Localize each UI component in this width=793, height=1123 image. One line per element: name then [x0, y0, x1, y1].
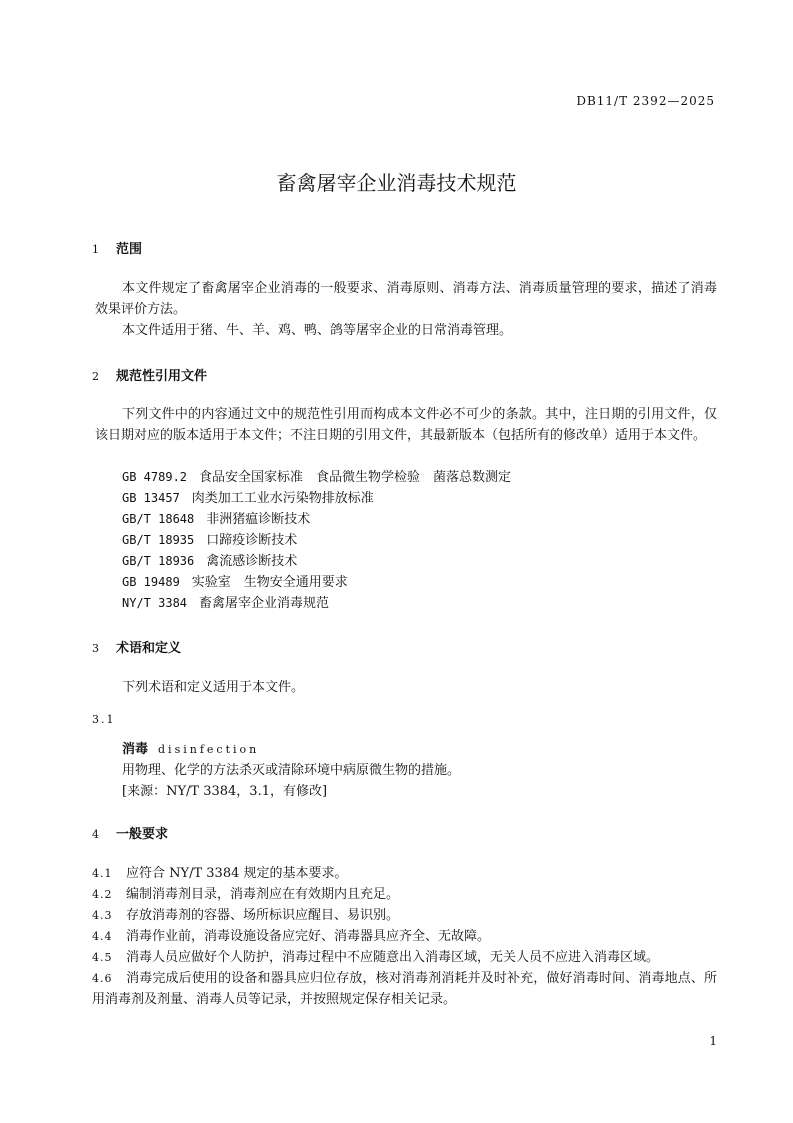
requirement-item: [92, 926, 490, 947]
section-title: 规范性引用文件: [116, 369, 208, 384]
reference-item: [122, 467, 511, 488]
requirement-item: [92, 968, 717, 1010]
section-title: 术语和定义: [116, 641, 182, 656]
standard-code: DB11/T 2392—2025: [576, 94, 715, 108]
scope-paragraph-2: 本文件适用于猪、牛、羊、鸡、鸭、鸽等屠宰企业的日常消毒管理。: [122, 323, 513, 338]
reference-code: GB/T 18935: [122, 533, 195, 547]
term-entry: [122, 739, 259, 760]
section-number: 1: [92, 243, 99, 256]
reference-code: GB 19489: [122, 575, 180, 589]
reference-code: NY/T 3384: [122, 596, 188, 610]
section-title: 范围: [116, 242, 143, 257]
reference-name: 禽流感诊断技术: [206, 554, 298, 569]
reference-item: [122, 551, 297, 572]
requirement-item: [92, 863, 348, 884]
section-number: 4: [92, 828, 99, 841]
reference-item: [122, 488, 374, 509]
requirement-text: 消毒作业前，消毒设施设备应完好、消毒器具应齐全、无故障。: [126, 929, 491, 944]
requirement-number: 4.5: [92, 951, 113, 964]
page-number: 1: [709, 1034, 717, 1048]
section-number: 2: [92, 370, 99, 383]
reference-name: 畜禽屠宰企业消毒规范: [199, 596, 330, 611]
reference-name: 食品安全国家标准 食品微生物学检验 菌落总数测定: [199, 470, 512, 485]
requirement-text: 消毒完成后使用的设备和器具应归位存放，核对消毒剂消耗并及时补充，做好消毒时间、消毒地点、所用消毒剂及剂量、消毒人员等记录，并按照规定保存相关记录。: [92, 971, 717, 1007]
terms-intro: 下列术语和定义适用于本文件。: [122, 680, 305, 695]
scope-paragraph-1: 本文件规定了畜禽屠宰企业消毒的一般要求、消毒原则、消毒方法、消毒质量管理的要求，描述了消毒效果评价方法。: [95, 281, 717, 317]
reference-item: [122, 530, 297, 551]
reference-name: 实验室 生物安全通用要求: [191, 575, 348, 590]
reference-code: GB 13457: [122, 491, 180, 505]
reference-item: [122, 572, 348, 593]
requirement-text: 编制消毒剂目录，消毒剂应在有效期内且充足。: [126, 887, 400, 902]
requirement-number: 4.4: [92, 930, 113, 943]
requirement-item: [92, 905, 399, 926]
reference-item: [122, 593, 329, 614]
section-title: 一般要求: [116, 827, 169, 842]
requirement-text: 消毒人员应做好个人防护，消毒过程中不应随意出入消毒区域，无关人员不应进入消毒区域。: [126, 950, 660, 965]
references-intro: 下列文件中的内容通过文中的规范性引用而构成本文件必不可少的条款。其中，注日期的引用文件，仅该日期对应的版本适用于本文件；不注日期的引用文件，其最新版本（包括所有的修改单）适用于本文件。: [95, 407, 717, 443]
section-heading-general-requirements: [92, 823, 168, 842]
term-chinese: 消毒: [122, 742, 149, 757]
reference-code: GB 4789.2: [122, 470, 188, 484]
section-number: 3: [92, 642, 99, 655]
reference-name: 口蹄疫诊断技术: [206, 533, 298, 548]
term-number: 3.1: [92, 713, 116, 726]
reference-code: GB/T 18936: [122, 554, 195, 568]
term-definition: 用物理、化学的方法杀灭或清除环境中病原微生物的措施。: [122, 763, 461, 778]
requirement-number: 4.6: [92, 972, 113, 985]
requirement-number: 4.2: [92, 888, 113, 901]
requirement-item: [92, 947, 659, 968]
requirement-number: 4.3: [92, 909, 113, 922]
section-heading-terms-definitions: [92, 637, 181, 656]
reference-item: [122, 509, 310, 530]
requirement-text: 应符合 NY/T 3384 规定的基本要求。: [126, 866, 348, 881]
term-english: disinfection: [158, 743, 260, 756]
document-title: 畜禽屠宰企业消毒技术规范: [276, 171, 517, 195]
reference-code: GB/T 18648: [122, 512, 195, 526]
requirement-text: 存放消毒剂的容器、场所标识应醒目、易识别。: [126, 908, 400, 923]
reference-name: 非洲猪瘟诊断技术: [206, 512, 311, 527]
reference-name: 肉类加工工业水污染物排放标准: [191, 491, 374, 506]
section-heading-scope: [92, 238, 142, 257]
term-source: [来源：NY/T 3384，3.1，有修改]: [122, 784, 328, 799]
requirement-item: [92, 884, 399, 905]
requirement-number: 4.1: [92, 867, 113, 880]
section-heading-normative-references: [92, 365, 207, 384]
